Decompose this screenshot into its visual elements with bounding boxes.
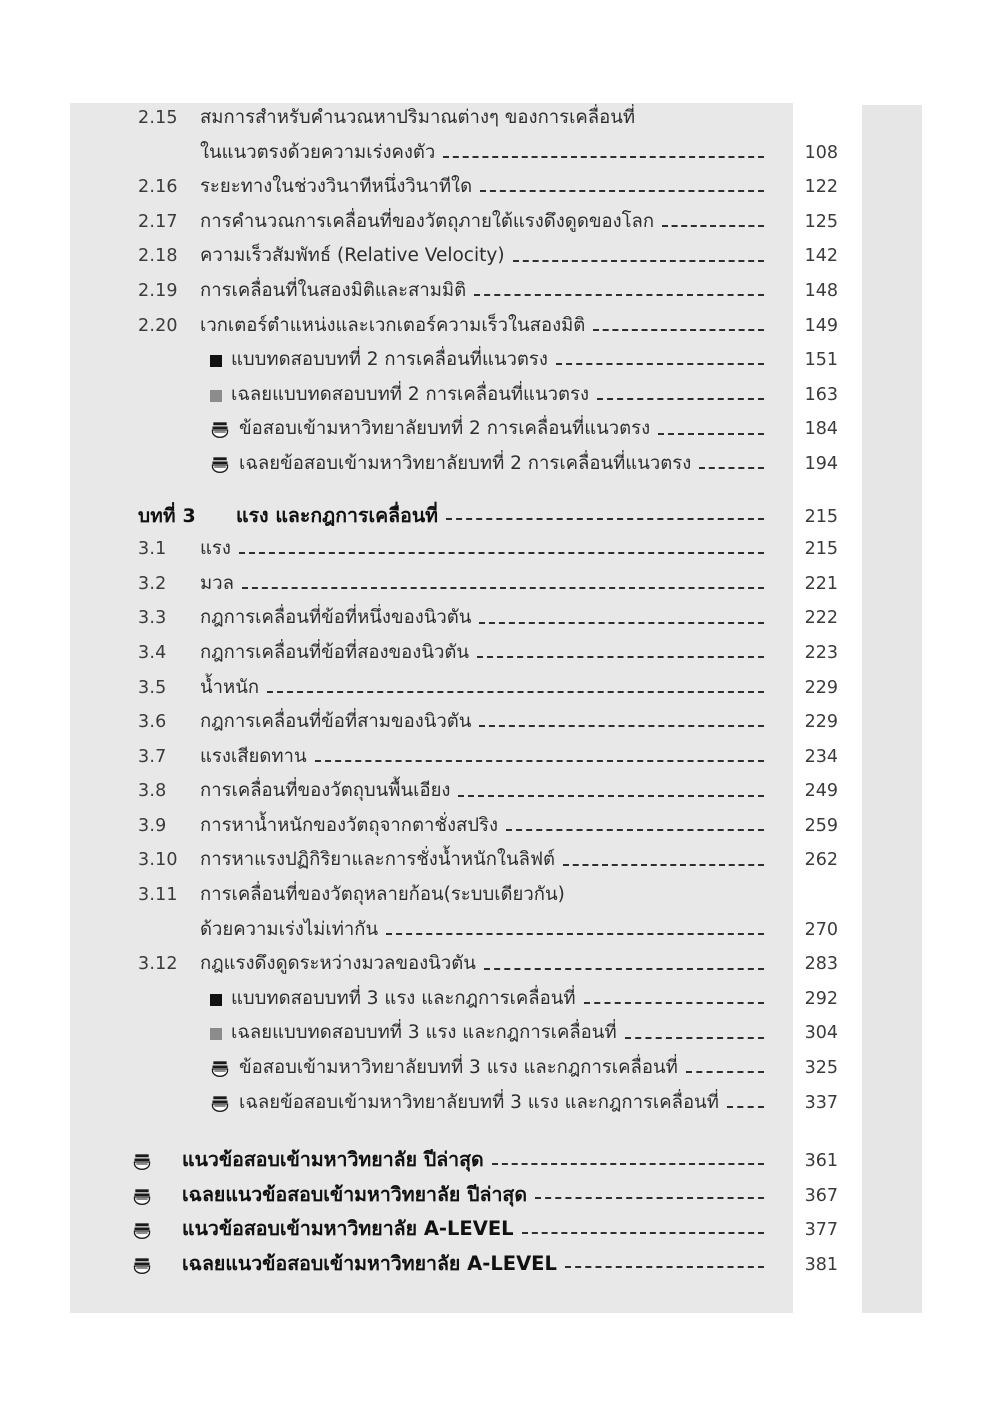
- item-number: 3.9: [138, 815, 167, 836]
- chapter-page-number: 215: [804, 506, 838, 527]
- toc-item-row[interactable]: [70, 845, 860, 880]
- item-page-number: 229: [804, 712, 838, 733]
- item-title: แรง: [200, 538, 231, 560]
- stacked-books-icon: [210, 419, 230, 439]
- item-title: แรงเสียดทาน: [200, 745, 307, 767]
- sub-entry-page-number: 304: [804, 1023, 838, 1044]
- sub-entry-page-number: 337: [804, 1092, 838, 1113]
- leader-dots: [239, 551, 764, 554]
- major-entry-page-number: 361: [804, 1151, 838, 1172]
- item-page-number: 234: [804, 746, 838, 767]
- leader-dots: [443, 155, 764, 158]
- stacked-books-icon: [132, 1255, 152, 1275]
- item-number: 3.8: [138, 781, 167, 802]
- toc-major-row[interactable]: [70, 1213, 860, 1248]
- item-number: 2.20: [138, 315, 178, 336]
- sub-entry-title: แบบทดสอบบทที่ 2 การเคลื่อนที่แนวตรง: [231, 349, 548, 371]
- leader-dots: [492, 1162, 764, 1165]
- sub-entry-page-number: 325: [804, 1058, 838, 1079]
- item-page-number: 148: [804, 280, 838, 301]
- leader-dots: [686, 1070, 764, 1073]
- item-number: 3.12: [138, 954, 178, 975]
- toc-sub-row[interactable]: [70, 345, 860, 380]
- item-number: 2.15: [138, 108, 178, 128]
- toc-item-row[interactable]: [70, 776, 860, 811]
- item-page-number: 149: [804, 315, 838, 336]
- leader-dots: [643, 121, 764, 122]
- leader-dots: [584, 1001, 764, 1004]
- section-spacer: [70, 1122, 860, 1144]
- marker-container: [70, 1181, 182, 1201]
- item-page-number: 249: [804, 781, 838, 802]
- item-number: 3.2: [138, 573, 167, 594]
- item-page-number: 229: [804, 677, 838, 698]
- item-title: การเคลื่อนที่ของวัตถุหลายก้อน(ระบบเดียวกัน): [200, 884, 565, 906]
- sub-entry-title: เฉลยข้อสอบเข้ามหาวิทยาลัยบทที่ 3 แรง และกฎการเคลื่อนที่: [239, 1091, 719, 1113]
- chapter-title: แรง และกฎการเคลื่อนที่: [236, 503, 439, 527]
- toc-sub-row[interactable]: [70, 984, 860, 1019]
- toc-item-row[interactable]: [70, 103, 860, 138]
- leader-dots: [573, 898, 764, 899]
- stacked-books-icon: [210, 454, 230, 474]
- item-title: ความเร็วสัมพัทธ์ (Relative Velocity): [200, 245, 505, 267]
- leader-dots: [535, 1196, 764, 1199]
- toc-item-row[interactable]: [70, 534, 860, 569]
- leader-dots: [458, 794, 764, 797]
- toc-item-row[interactable]: [70, 207, 860, 242]
- item-title: การเคลื่อนที่ของวัตถุบนพื้นเอียง: [200, 780, 451, 802]
- leader-dots: [386, 932, 764, 935]
- major-entry-title: แนวข้อสอบเข้ามหาวิทยาลัย ปีล่าสุด: [182, 1148, 484, 1172]
- toc-item-row[interactable]: [70, 276, 860, 311]
- leader-dots: [474, 293, 764, 296]
- item-page-number: 108: [804, 142, 838, 163]
- toc-item-row[interactable]: [70, 673, 860, 708]
- toc-sub-row[interactable]: [70, 1053, 860, 1088]
- toc-item-row[interactable]: [70, 569, 860, 604]
- item-number: 2.18: [138, 246, 178, 267]
- leader-dots: [593, 328, 764, 331]
- item-title: การเคลื่อนที่ในสองมิติและสามมิติ: [200, 279, 467, 301]
- item-number: 3.4: [138, 642, 167, 663]
- item-page-number: 122: [804, 177, 838, 198]
- leader-dots: [658, 432, 764, 435]
- black-square-icon: [210, 994, 222, 1006]
- item-page-number: 283: [804, 954, 838, 975]
- black-square-icon: [210, 355, 222, 367]
- sub-entry-title: เฉลยข้อสอบเข้ามหาวิทยาลัยบทที่ 2 การเคลื่อนที่แนวตรง: [239, 452, 692, 474]
- toc-item-row-continued[interactable]: [70, 138, 860, 173]
- toc-item-row[interactable]: [70, 241, 860, 276]
- item-number: 2.19: [138, 280, 178, 301]
- toc-sub-row[interactable]: [70, 449, 860, 484]
- toc-item-row[interactable]: [70, 638, 860, 673]
- major-entry-page-number: 377: [804, 1220, 838, 1241]
- item-number: 3.6: [138, 712, 167, 733]
- item-title: กฎแรงดึงดูดระหว่างมวลของนิวตัน: [200, 953, 476, 975]
- item-title: การหาแรงปฏิกิริยาและการชั่งน้ำหนักในลิฟต์: [200, 849, 556, 871]
- item-page-number: 221: [804, 573, 838, 594]
- toc-item-row[interactable]: [70, 949, 860, 984]
- toc-chapter-row[interactable]: [70, 500, 860, 535]
- sub-entry-page-number: 151: [804, 350, 838, 371]
- item-number: 3.1: [138, 539, 167, 560]
- toc-item-row[interactable]: [70, 172, 860, 207]
- section-spacer: [70, 484, 860, 500]
- leader-dots: [625, 1036, 764, 1039]
- toc-sub-row[interactable]: [70, 1018, 860, 1053]
- toc-item-row[interactable]: [70, 742, 860, 777]
- chapter-number: บทที่ 3: [138, 504, 196, 527]
- leader-dots: [477, 655, 764, 658]
- toc-sub-row[interactable]: [70, 380, 860, 415]
- sub-entry-page-number: 163: [804, 384, 838, 405]
- toc-major-row[interactable]: [70, 1248, 860, 1283]
- leader-dots: [565, 1265, 764, 1268]
- item-page-number: 259: [804, 815, 838, 836]
- item-number: 3.11: [138, 885, 178, 906]
- leader-dots: [479, 621, 764, 624]
- stacked-books-icon: [210, 1093, 230, 1113]
- sub-entry-page-number: 184: [804, 419, 838, 440]
- item-number: 3.10: [138, 850, 178, 871]
- sub-entry-title: เฉลยแบบทดสอบบทที่ 3 แรง และกฎการเคลื่อนที่: [231, 1022, 617, 1044]
- item-title: มวล: [200, 572, 234, 594]
- leader-dots: [315, 759, 764, 762]
- item-page-number: 125: [804, 211, 838, 232]
- leader-dots: [484, 967, 764, 970]
- marker-container: [70, 1250, 182, 1270]
- marker-container: [70, 1146, 182, 1166]
- item-title: กฎการเคลื่อนที่ข้อที่สองของนิวตัน: [200, 641, 470, 663]
- leader-dots: [597, 397, 764, 400]
- toc-item-row[interactable]: [70, 311, 860, 346]
- toc-sub-row[interactable]: [70, 414, 860, 449]
- stacked-books-icon: [210, 1058, 230, 1078]
- gray-square-icon: [210, 1028, 222, 1040]
- sub-entry-title: เฉลยแบบทดสอบบทที่ 2 การเคลื่อนที่แนวตรง: [231, 383, 589, 405]
- adjacent-page-strip: [862, 105, 922, 1313]
- item-number: 2.17: [138, 211, 178, 232]
- sub-entry-title: ข้อสอบเข้ามหาวิทยาลัยบทที่ 3 แรง และกฎการเคลื่อนที่: [239, 1057, 678, 1079]
- stacked-books-icon: [132, 1151, 152, 1171]
- sub-entry-title: แบบทดสอบบทที่ 3 แรง และกฎการเคลื่อนที่: [231, 987, 576, 1009]
- item-title: เวกเตอร์ตำแหน่งและเวกเตอร์ความเร็วในสองมิติ: [200, 314, 586, 336]
- item-title: น้ำหนัก: [200, 676, 260, 698]
- major-entry-page-number: 367: [804, 1185, 838, 1206]
- item-page-number: 223: [804, 642, 838, 663]
- gray-square-icon: [210, 390, 222, 402]
- item-number: 3.5: [138, 677, 167, 698]
- item-title-line2: ด้วยความเร่งไม่เท่ากัน: [200, 918, 379, 940]
- item-page-number: 270: [804, 919, 838, 940]
- item-page-number: 215: [804, 539, 838, 560]
- sub-entry-page-number: 292: [804, 988, 838, 1009]
- toc-item-row-continued[interactable]: [70, 915, 860, 950]
- item-page-number: 222: [804, 608, 838, 629]
- major-entry-title: เฉลยแนวข้อสอบเข้ามหาวิทยาลัย A-LEVEL: [182, 1252, 557, 1275]
- toc-major-row[interactable]: [70, 1179, 860, 1214]
- leader-dots: [479, 724, 764, 727]
- leader-dots: [563, 863, 764, 866]
- item-title-line2: ในแนวตรงด้วยความเร่งคงตัว: [200, 141, 436, 163]
- toc-item-row[interactable]: [70, 811, 860, 846]
- major-entry-title: เฉลยแนวข้อสอบเข้ามหาวิทยาลัย ปีล่าสุด: [182, 1182, 527, 1206]
- item-title: การคำนวณการเคลื่อนที่ของวัตถุภายใต้แรงดึงดูดของโลก: [200, 210, 655, 232]
- toc-item-row[interactable]: [70, 603, 860, 638]
- leader-dots: [699, 466, 764, 469]
- item-number: 3.7: [138, 746, 167, 767]
- leader-dots: [446, 517, 764, 520]
- leader-dots: [522, 1231, 764, 1234]
- leader-dots: [727, 1105, 764, 1108]
- item-title: ระยะทางในช่วงวินาทีหนึ่งวินาทีใด: [200, 176, 473, 198]
- toc-item-row[interactable]: [70, 880, 860, 915]
- leader-dots: [506, 828, 764, 831]
- toc-major-row[interactable]: [70, 1144, 860, 1179]
- leader-dots: [662, 224, 764, 227]
- marker-container: [70, 1215, 182, 1235]
- toc-item-row[interactable]: [70, 707, 860, 742]
- toc-sub-row[interactable]: [70, 1088, 860, 1123]
- item-number: 3.3: [138, 608, 167, 629]
- table-of-contents: [70, 103, 860, 1313]
- stacked-books-icon: [132, 1186, 152, 1206]
- item-page-number: 142: [804, 246, 838, 267]
- leader-dots: [242, 586, 764, 589]
- major-entry-title: แนวข้อสอบเข้ามหาวิทยาลัย A-LEVEL: [182, 1217, 514, 1241]
- leader-dots: [513, 259, 764, 262]
- major-entry-page-number: 381: [804, 1255, 838, 1275]
- item-title: สมการสำหรับคำนวณหาปริมาณต่างๆ ของการเคลื่อนที่: [200, 107, 636, 128]
- leader-dots: [480, 189, 764, 192]
- sub-entry-title: ข้อสอบเข้ามหาวิทยาลัยบทที่ 2 การเคลื่อนที่แนวตรง: [239, 418, 651, 440]
- stacked-books-icon: [132, 1220, 152, 1240]
- item-title: การหาน้ำหนักของวัตถุจากตาชั่งสปริง: [200, 814, 499, 836]
- item-title: กฎการเคลื่อนที่ข้อที่สามของนิวตัน: [200, 711, 472, 733]
- leader-dots: [267, 690, 764, 693]
- sub-entry-page-number: 194: [804, 453, 838, 474]
- leader-dots: [556, 362, 764, 365]
- item-number: 2.16: [138, 177, 178, 198]
- item-page-number: 262: [804, 850, 838, 871]
- item-title: กฎการเคลื่อนที่ข้อที่หนึ่งของนิวตัน: [200, 607, 472, 629]
